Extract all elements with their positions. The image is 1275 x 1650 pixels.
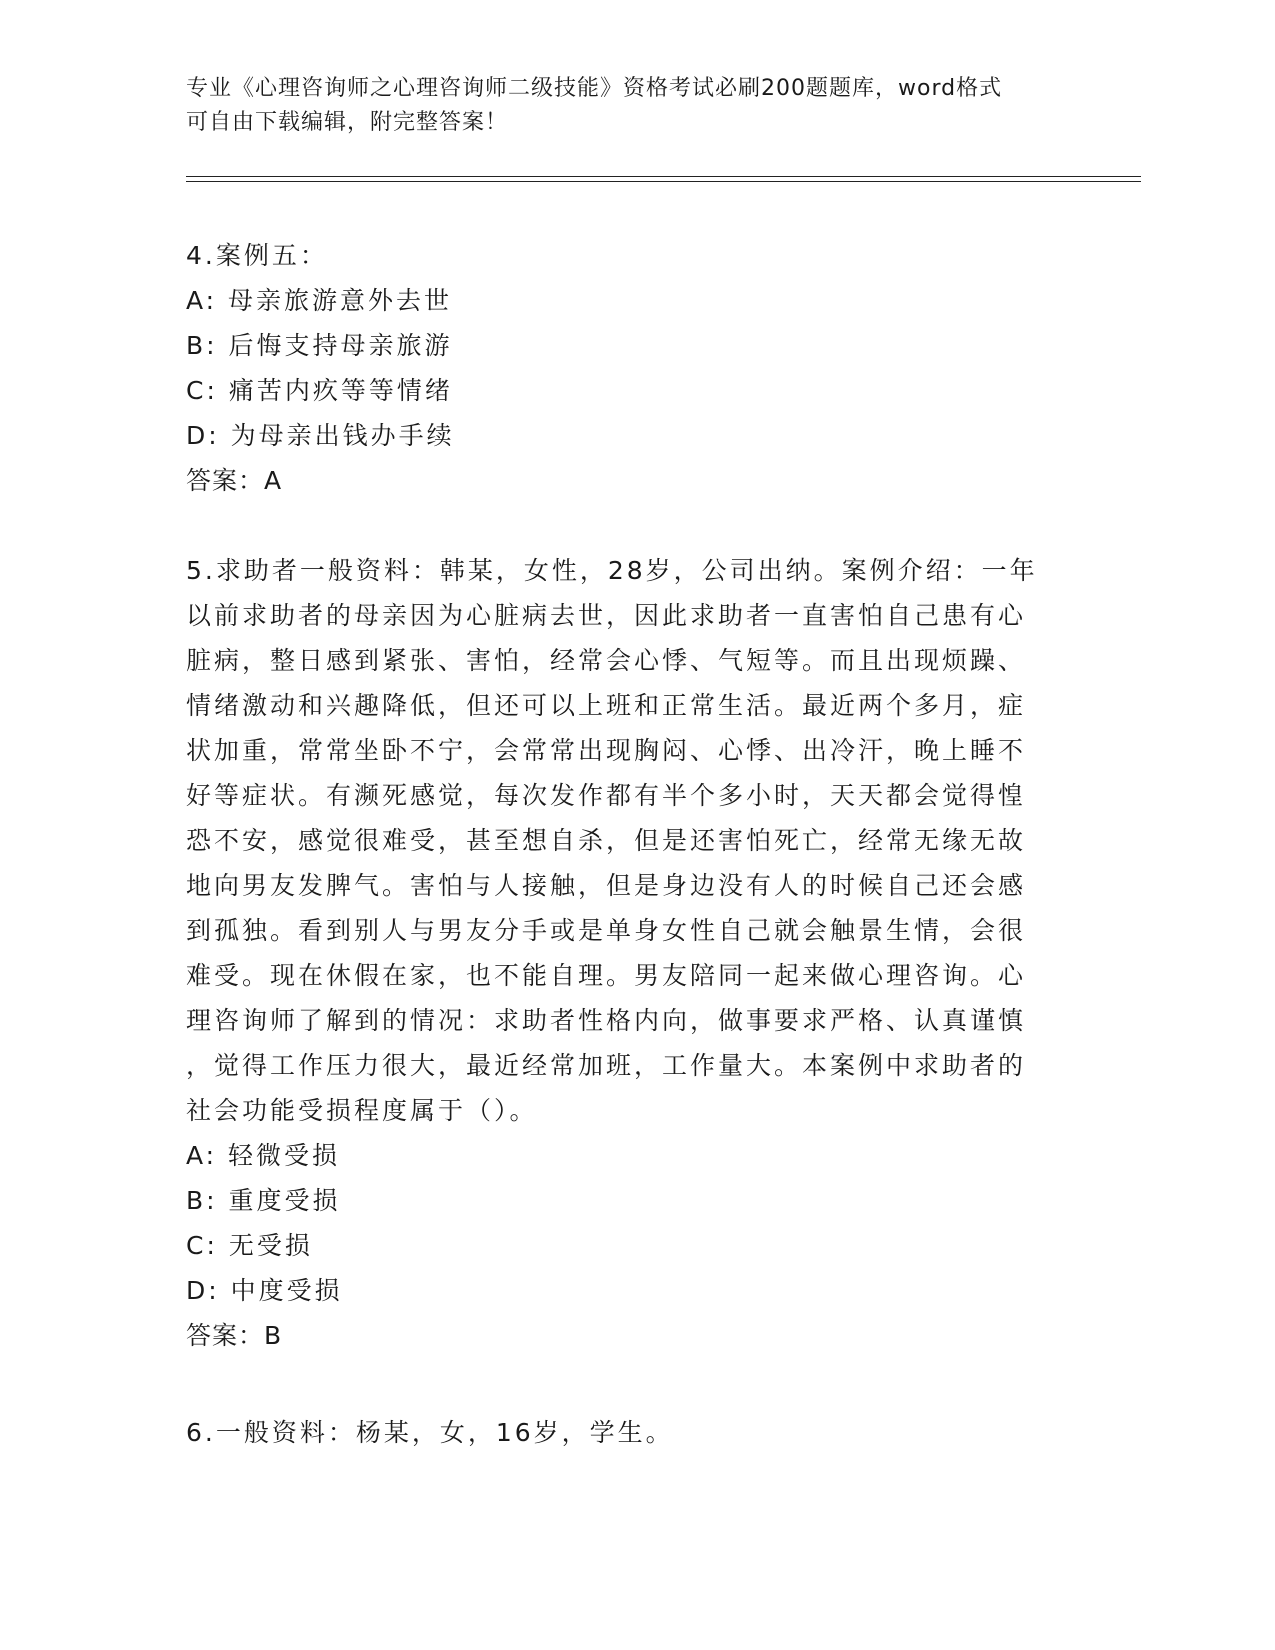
question-stem: 4.案例五： bbox=[186, 241, 328, 270]
option-b: B: 重度受损 bbox=[186, 1186, 341, 1215]
question-stem-line: 到孤独。看到别人与男友分手或是单身女性自己就会触景生情，会很 bbox=[186, 916, 1027, 945]
header-line-2: 可自由下载编辑，附完整答案！ bbox=[186, 110, 509, 135]
question-stem-line: 恐不安，感觉很难受，甚至想自杀，但是还害怕死亡，经常无缘无故 bbox=[186, 826, 1027, 855]
option-c: C: 痛苦内疚等等情绪 bbox=[186, 376, 453, 405]
question-stem-line: 好等症状。有濒死感觉，每次发作都有半个多小时，天天都会觉得惶 bbox=[186, 781, 1027, 810]
question-5 bbox=[186, 548, 1056, 1358]
question-6 bbox=[186, 1410, 1056, 1455]
question-stem-line: 状加重，常常坐卧不宁，会常常出现胸闷、心悸、出冷汗，晚上睡不 bbox=[186, 736, 1027, 765]
option-a: A: 母亲旅游意外去世 bbox=[186, 286, 453, 315]
header-divider-top bbox=[186, 176, 1141, 177]
question-stem-line: 理咨询师了解到的情况：求助者性格内向，做事要求严格、认真谨慎 bbox=[186, 1006, 1027, 1035]
option-d: D: 为母亲出钱办手续 bbox=[186, 421, 455, 450]
option-b: B: 后悔支持母亲旅游 bbox=[186, 331, 453, 360]
option-a: A: 轻微受损 bbox=[186, 1141, 341, 1170]
option-d: D: 中度受损 bbox=[186, 1276, 343, 1305]
document-header bbox=[186, 72, 1066, 140]
question-stem-line: 5.求助者一般资料：韩某，女性，28岁，公司出纳。案例介绍：一年 bbox=[186, 556, 1038, 585]
header-divider-bottom bbox=[186, 181, 1141, 182]
question-stem-line: 社会功能受损程度属于（）。 bbox=[186, 1096, 538, 1125]
question-stem-line: 脏病，整日感到紧张、害怕，经常会心悸、气短等。而且出现烦躁、 bbox=[186, 646, 1027, 675]
question-4 bbox=[186, 233, 1056, 503]
answer-line: 答案：B bbox=[186, 1321, 283, 1350]
answer-line: 答案：A bbox=[186, 466, 283, 495]
question-stem-line: 难受。现在休假在家，也不能自理。男友陪同一起来做心理咨询。心 bbox=[186, 961, 1027, 990]
question-stem-line: 以前求助者的母亲因为心脏病去世，因此求助者一直害怕自己患有心 bbox=[186, 601, 1027, 630]
question-stem-line: ，觉得工作压力很大，最近经常加班，工作量大。本案例中求助者的 bbox=[186, 1051, 1027, 1080]
question-stem-line: 情绪激动和兴趣降低，但还可以上班和正常生活。最近两个多月，症 bbox=[186, 691, 1027, 720]
header-line-1: 专业《心理咨询师之心理咨询师二级技能》资格考试必刷200题题库，word格式 bbox=[186, 76, 1003, 101]
question-stem-line: 地向男友发脾气。害怕与人接触，但是身边没有人的时候自己还会感 bbox=[186, 871, 1027, 900]
option-c: C: 无受损 bbox=[186, 1231, 313, 1260]
question-stem: 6.一般资料：杨某，女，16岁，学生。 bbox=[186, 1418, 674, 1447]
